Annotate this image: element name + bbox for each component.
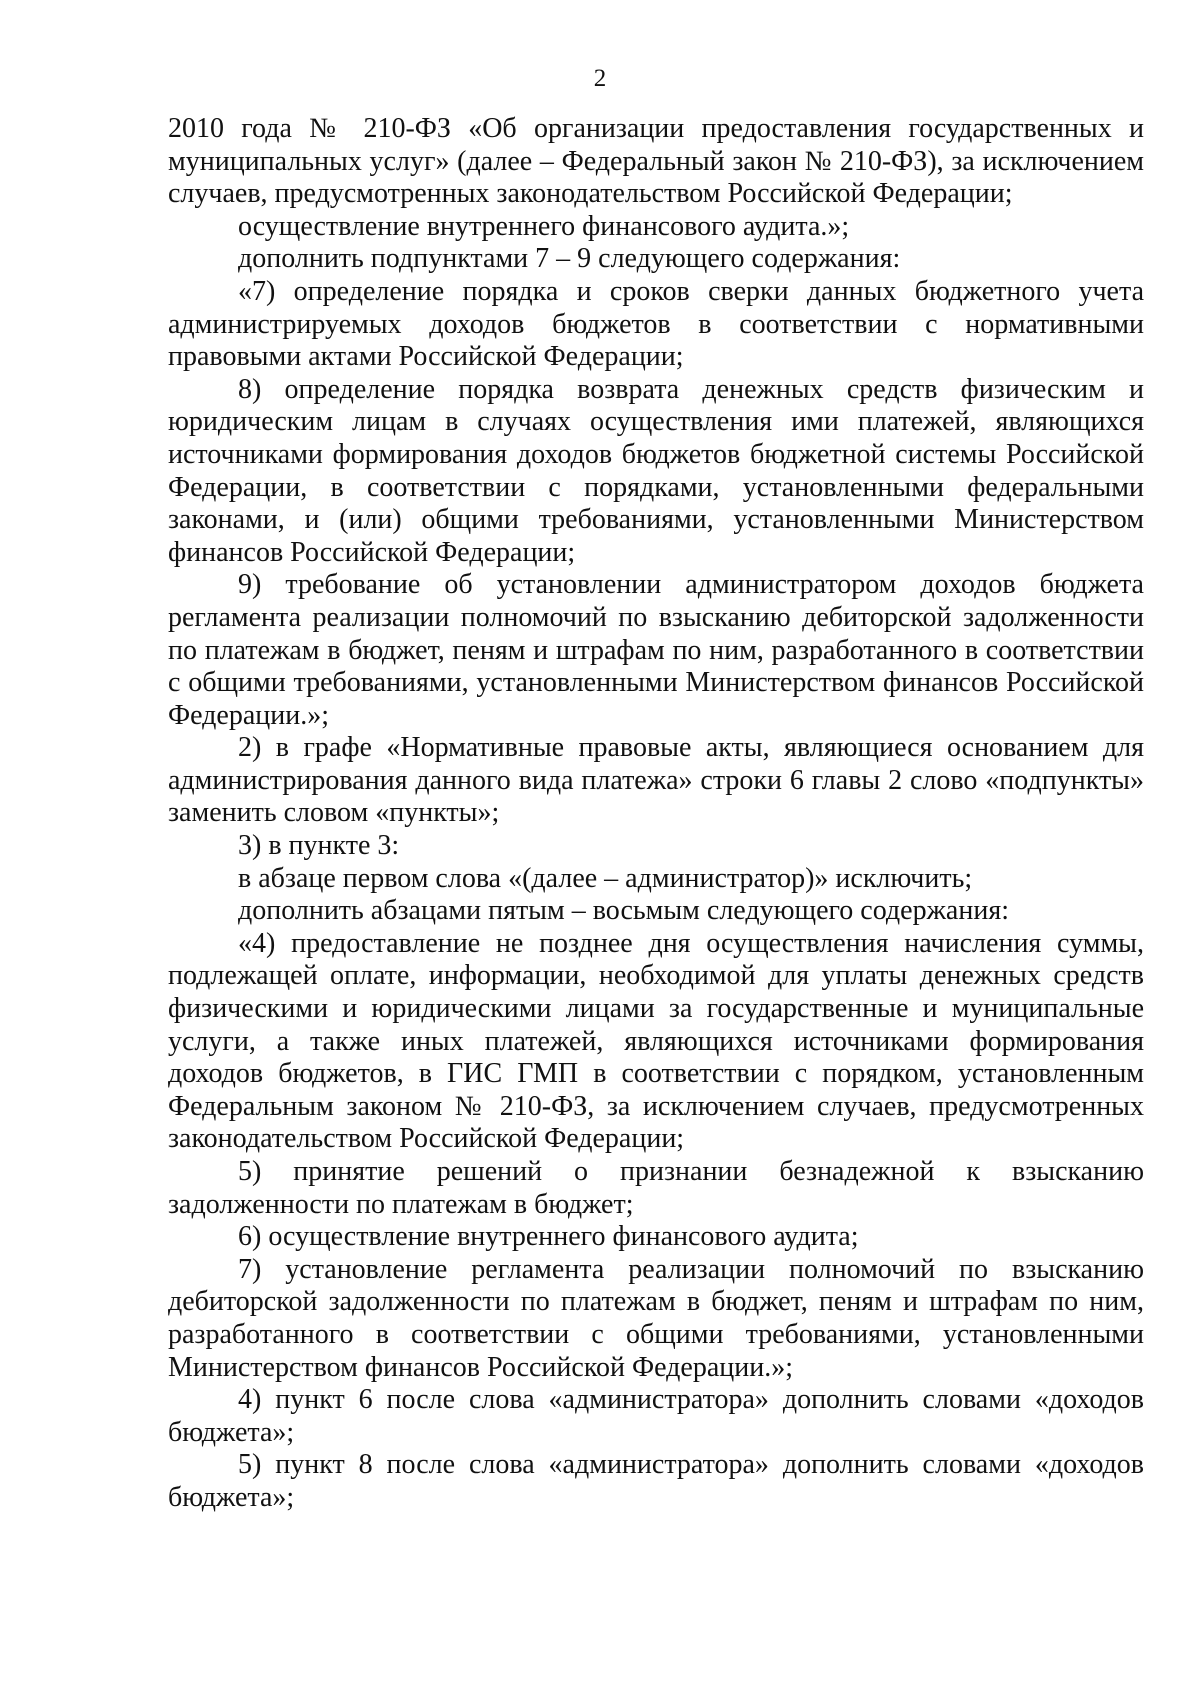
paragraph: 3) в пункте 3: bbox=[238, 830, 400, 862]
paragraph: дополнить абзацами пятым – восьмым следующего содержания: bbox=[238, 895, 1009, 927]
paragraph: 5) принятие решений о признании безнадежной к взысканию задолженности по платежам в бюджет; bbox=[168, 1156, 1144, 1220]
document-body bbox=[168, 113, 1144, 1515]
paragraph: «7) определение порядка и сроков сверки данных бюджетного учета администрируемых доходов бюджетов в соответствии с нормативными правовыми актами Российской Федерации; bbox=[168, 275, 1144, 373]
paragraph: 4) пункт 6 после слова «администратора» дополнить словами «доходов бюджета»; bbox=[168, 1384, 1144, 1448]
paragraph: 2) в графе «Нормативные правовые акты, являющиеся основанием для администрирования данного вида платежа» строки 6 главы 2 слово «подпункты» заменить словом «пункты»; bbox=[168, 732, 1144, 829]
paragraph: 7) установление регламента реализации полномочий по взысканию дебиторской задолженности по платежам в бюджет, пеням и штрафам по ним, разработанного в соответствии с общими требованиями, установленными Министерством финансов Российской Федерации.»; bbox=[168, 1253, 1144, 1383]
page-number: 2 bbox=[593, 65, 607, 92]
paragraph: 9) требование об установлении администратором доходов бюджета регламента реализации полномочий по взысканию дебиторской задолженности по платежам в бюджет, пеням и штрафам по ним, разработанного в соответствии с общими требованиями, установленными Министерством финансов Российской Федерации.»; bbox=[168, 569, 1144, 731]
paragraph-continuation: 2010 года № 210-ФЗ «Об организации предоставления государственных и муниципальных услуг» (далее – Федеральный закон № 210-ФЗ), за исключением случаев, предусмотренных законодательством Российской Федерации; bbox=[168, 113, 1144, 210]
paragraph: дополнить подпунктами 7 – 9 следующего содержания: bbox=[238, 243, 901, 275]
paragraph: 8) определение порядка возврата денежных средств физическим и юридическим лицам в случаях осуществления ими платежей, являющихся источниками формирования доходов бюджетов бюджетной системы Российской Федерации, в соответствии с порядками, установленными федеральными законами, и (или) общими требованиями, установленными Министерством финансов Российской Федерации; bbox=[168, 373, 1144, 568]
paragraph: 6) осуществление внутреннего финансового аудита; bbox=[238, 1221, 859, 1253]
paragraph: «4) предоставление не позднее дня осуществления начисления суммы, подлежащей оплате, информации, необходимой для уплаты денежных средств физическими и юридическими лицами за государственные и муниципальные услуги, а также иных платежей, являющихся источниками формирования доходов бюджетов, в ГИС ГМП в соответствии с порядком, установленным Федеральным законом № 210-ФЗ, за исключением случаев, предусмотренных законодательством Российской Федерации; bbox=[168, 927, 1144, 1155]
paragraph: 5) пункт 8 после слова «администратора» дополнить словами «доходов бюджета»; bbox=[168, 1449, 1144, 1513]
paragraph: в абзаце первом слова «(далее – администратор)» исключить; bbox=[238, 862, 973, 894]
paragraph: осуществление внутреннего финансового аудита.»; bbox=[238, 210, 850, 242]
